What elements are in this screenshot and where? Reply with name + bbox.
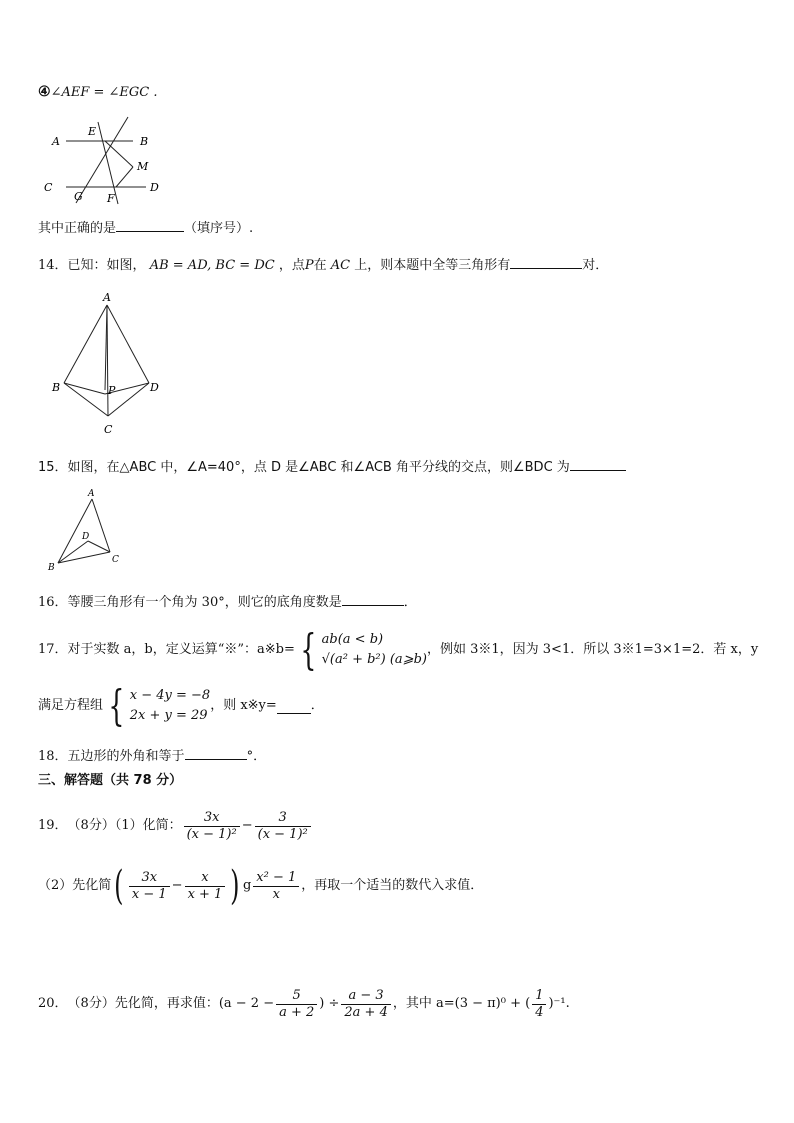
q19-number: 19． <box>38 818 68 833</box>
label-G: G <box>74 190 83 203</box>
q14-text-d: 上，则本题中全等三角形有 <box>354 258 511 273</box>
label-C: C <box>44 181 53 194</box>
q15-number: 15． <box>38 460 68 475</box>
right-paren: ) <box>230 863 240 909</box>
q17-text-b: ，例如 3※1，因为 3<1．所以 3※1=3×1=2．若 x，y <box>426 642 759 657</box>
label-A: A <box>88 489 95 499</box>
q20-text-a: （8分）先化简，再求值：(a − 2 − <box>67 996 275 1011</box>
q20-fraction3: $\frac{1}{4}$ <box>532 988 546 1021</box>
label-B: B <box>52 381 61 394</box>
q17-line2 <box>38 681 324 730</box>
q14-condition: AB = AD, BC = DC <box>149 258 275 273</box>
q18-text: 五边形的外角和等于 <box>67 749 185 764</box>
q18-number: 18． <box>38 749 68 764</box>
q13-figure <box>38 112 168 207</box>
q15-question <box>38 456 626 478</box>
q16-blank[interactable] <box>342 591 404 606</box>
answer-suffix: （填序号）. <box>184 221 254 236</box>
q19-minus: − <box>241 818 253 833</box>
q14-text-a: 已知：如图， <box>67 258 146 273</box>
q17-line2-a: 满足方程组 <box>38 698 104 713</box>
q17-blank[interactable] <box>277 699 311 714</box>
q14-blank[interactable] <box>510 254 582 269</box>
q20-number: 20． <box>38 996 68 1011</box>
q19-part2-a: （2）先化简 <box>38 878 112 893</box>
item4-text: ∠AEF = ∠EGC . <box>50 85 158 100</box>
q15-text: 如图，在△ABC 中，∠A=40°，点 D 是∠ABC 和∠ACB 角平分线的交点，则∠BDC 为 <box>67 460 570 475</box>
q14-text-b: ，点 <box>278 258 305 273</box>
q14-figure <box>48 288 163 438</box>
label-B: B <box>48 563 55 573</box>
q19-part1 <box>38 806 313 846</box>
q20-question <box>38 982 570 1026</box>
label-P: P <box>108 384 116 397</box>
answer-blank[interactable] <box>116 217 184 232</box>
label-D: D <box>150 181 159 194</box>
q17-case1: ab(a < b) <box>321 632 384 647</box>
q16-number: 16． <box>38 595 68 610</box>
q17-system <box>130 686 210 726</box>
q19-g3: $\frac{\text{x² − 1}}{x}$ <box>253 870 299 903</box>
q14-number: 14． <box>38 258 68 273</box>
q14-point-p: P <box>304 258 314 273</box>
q19-fraction1: $\frac{3x}{\text{(x − 1)²}}$ <box>184 810 240 843</box>
q20-text-c: ，其中 a=(3 − π)⁰ + ( <box>392 996 531 1011</box>
section3-title: 三、解答题（共 78 分） <box>38 773 183 788</box>
q20-fraction1: $\frac{5}{a + 2}$ <box>276 988 317 1021</box>
item4-marker: ④ <box>38 84 51 100</box>
q16-text: 等腰三角形有一个角为 30°，则它的底角度数是 <box>67 595 342 610</box>
label-C: C <box>112 555 119 565</box>
q14-segment-ac: AC <box>330 258 351 273</box>
q19-g-op: g <box>242 878 252 893</box>
q19-g2: $\frac{x}{x + 1}$ <box>185 870 226 903</box>
q17-number: 17． <box>38 642 68 657</box>
q19-g-minus: − <box>171 878 183 893</box>
label-A: A <box>52 135 60 148</box>
q15-blank[interactable] <box>570 456 626 471</box>
q20-text-d: )⁻¹. <box>548 996 570 1011</box>
answer-prefix: 其中正确的是 <box>38 221 117 236</box>
q14-question <box>38 254 608 276</box>
label-C: C <box>104 423 113 436</box>
q17-eq1: x − 4y = −8 <box>129 688 211 703</box>
q16-end: ． <box>403 595 417 610</box>
q20-fraction2: $\frac{a - 3}{2a + 4}$ <box>341 988 390 1021</box>
label-B: B <box>140 135 149 148</box>
label-M: M <box>137 160 149 173</box>
q15-figure <box>44 486 134 574</box>
q17-case2: √(a² + b²) (a⩾b) <box>321 652 427 667</box>
q14-text-c: 在 <box>313 258 327 273</box>
q13-item4 <box>38 82 158 103</box>
q18-end: °． <box>246 749 267 764</box>
q19-part2 <box>38 864 483 908</box>
label-D: D <box>82 532 90 542</box>
q19-fraction2: $\frac{3}{\text{(x − 1)²}}$ <box>255 810 311 843</box>
q17-line2-c: ． <box>310 698 324 713</box>
q13-answer-line <box>38 217 253 239</box>
q18-question <box>38 745 266 767</box>
label-E: E <box>88 125 97 138</box>
q17-eq2: 2x + y = 29 <box>129 708 208 723</box>
q17-line1 <box>38 625 759 674</box>
label-F: F <box>107 192 115 205</box>
q14-text-e: 对． <box>582 258 609 273</box>
q20-text-b: ) ÷ <box>319 996 340 1011</box>
q17-system-brace: { <box>108 681 125 730</box>
label-D: D <box>150 381 159 394</box>
q17-line2-b: ，则 x※y= <box>210 698 277 713</box>
label-A: A <box>103 291 111 304</box>
q19-part2-b: ，再取一个适当的数代入求值． <box>301 878 484 893</box>
q19-g1: $\frac{3x}{x - 1}$ <box>129 870 170 903</box>
q18-blank[interactable] <box>185 745 247 760</box>
left-paren: ( <box>114 863 124 909</box>
q19-text-a: （8分）（1）化简： <box>67 818 182 833</box>
q17-brace: { <box>300 625 317 674</box>
q17-text-a: 对于实数 a，b，定义运算“※”：a※b= <box>67 642 295 657</box>
q16-question <box>38 591 417 613</box>
q17-cases <box>322 630 427 670</box>
